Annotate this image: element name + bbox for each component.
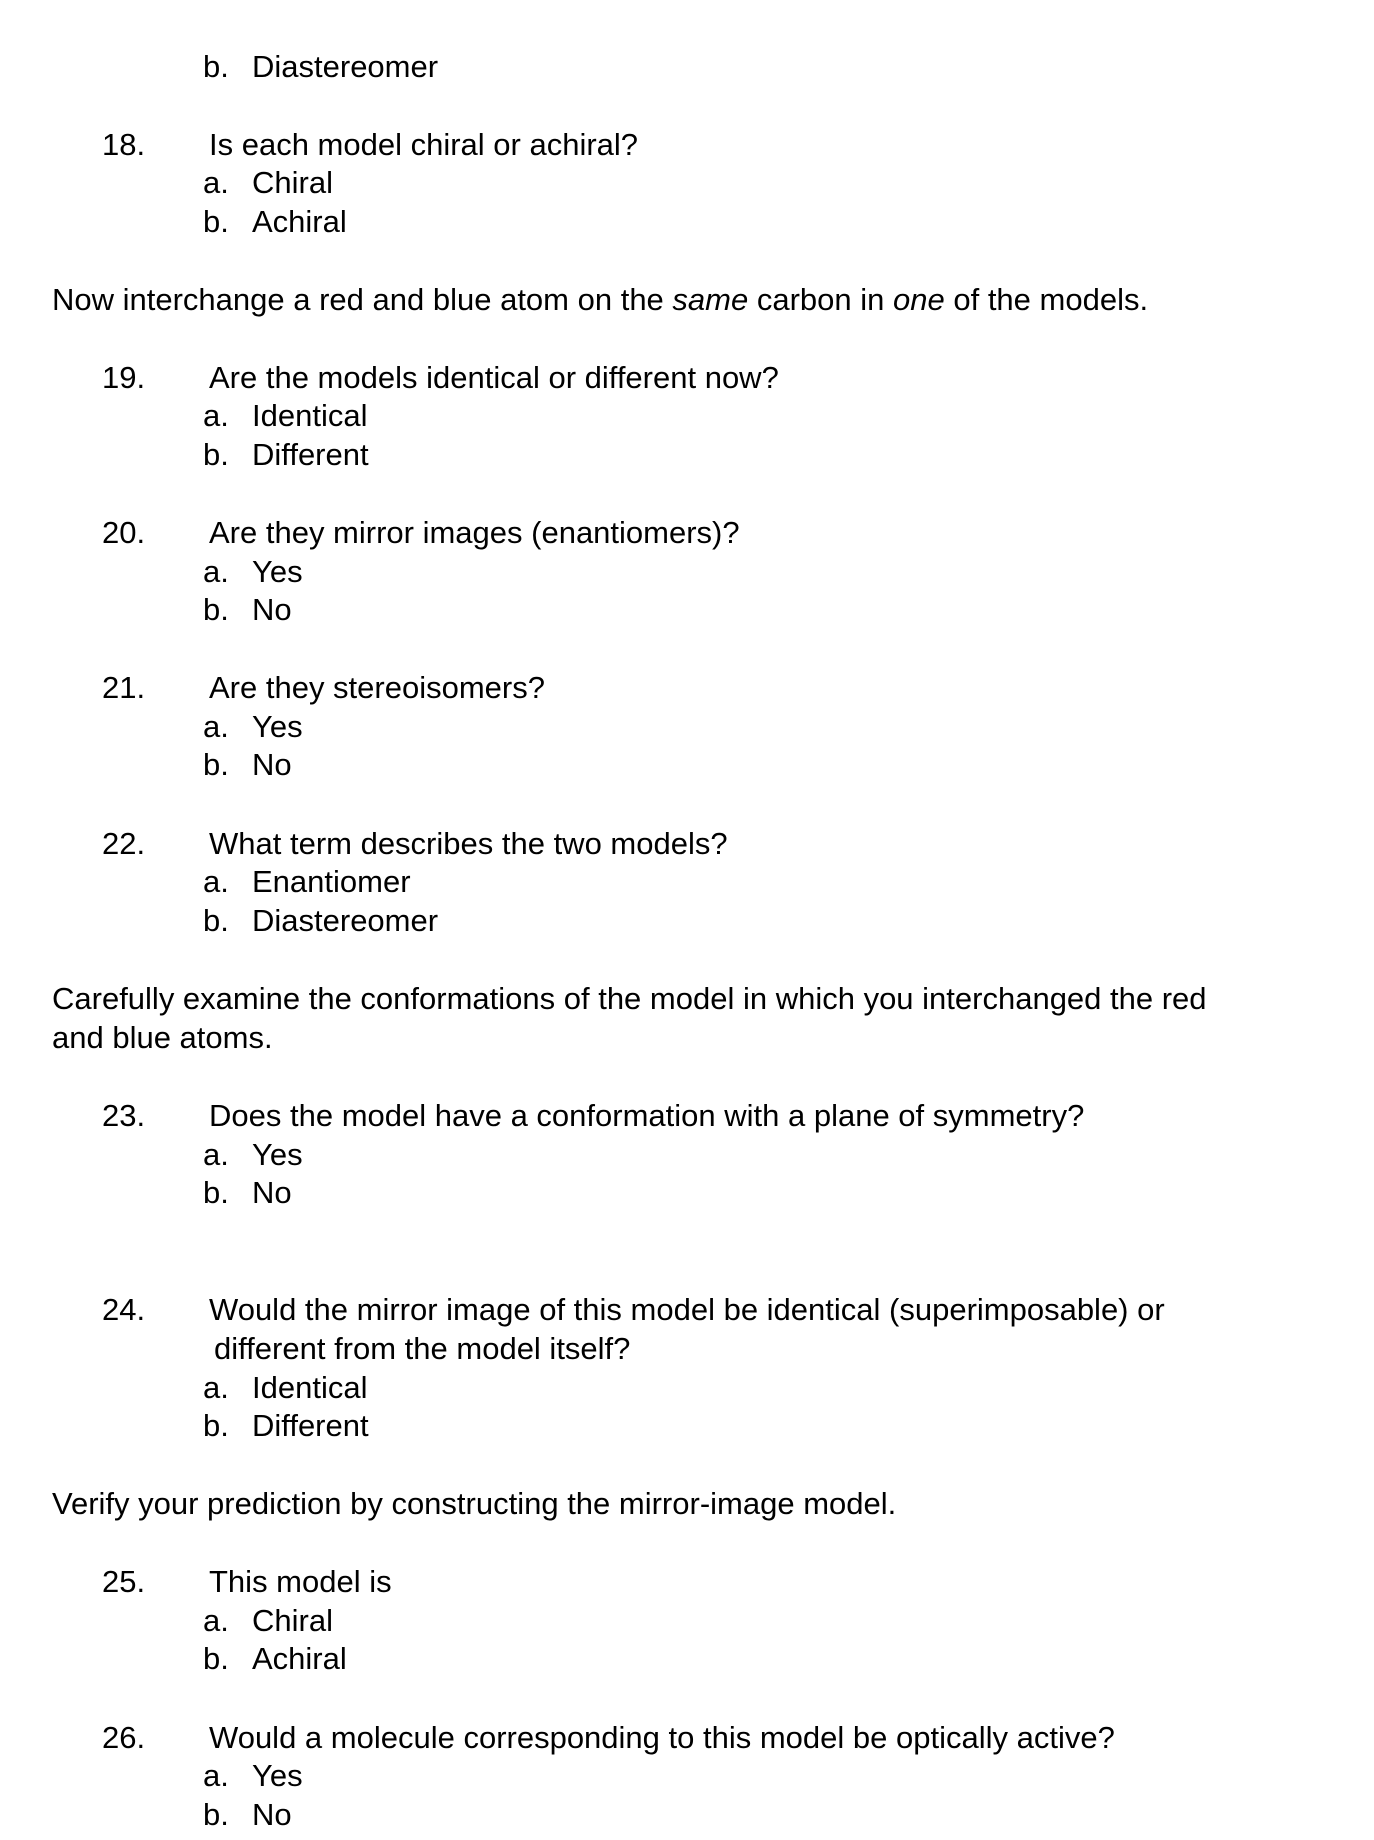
option-letter: b.	[203, 1175, 229, 1210]
option-letter: b.	[203, 1408, 229, 1443]
option-letter: b.	[203, 747, 229, 782]
question-25-number: 25.	[102, 1564, 146, 1599]
question-23-number: 23.	[102, 1098, 146, 1133]
instruction-paragraph-2-line-2: and blue atoms.	[52, 1020, 273, 1055]
question-22-text: What term describes the two models?	[209, 826, 728, 861]
question-24-text-line-2: different from the model itself?	[214, 1331, 631, 1366]
question-20-text: Are they mirror images (enantiomers)?	[209, 515, 740, 550]
q18-option-b: Achiral	[252, 204, 347, 239]
q22-option-b: Diastereomer	[252, 903, 439, 938]
question-24-number: 24.	[102, 1292, 146, 1327]
question-24-text-line-1: Would the mirror image of this model be identical (superimposable) or	[209, 1292, 1165, 1327]
question-25-text: This model is	[209, 1564, 392, 1599]
option-letter: a.	[203, 165, 229, 200]
question-23-text: Does the model have a conformation with a plane of symmetry?	[209, 1098, 1085, 1133]
option-letter: a.	[203, 1758, 229, 1793]
question-21-text: Are they stereoisomers?	[209, 670, 545, 705]
q26-option-b: No	[252, 1797, 292, 1832]
instruction-paragraph-3: Verify your prediction by constructing the mirror-image model.	[52, 1486, 897, 1521]
question-18-text: Is each model chiral or achiral?	[209, 127, 639, 162]
option-letter: a.	[203, 709, 229, 744]
q20-option-b: No	[252, 592, 292, 627]
q26-option-a: Yes	[252, 1758, 303, 1793]
option-letter: b.	[203, 204, 229, 239]
q20-option-a: Yes	[252, 554, 303, 589]
option-letter: a.	[203, 1603, 229, 1638]
q23-option-a: Yes	[252, 1137, 303, 1172]
q24-option-b: Different	[252, 1408, 369, 1443]
option-letter: b.	[203, 1797, 229, 1832]
option-letter: b.	[203, 437, 229, 472]
q19-option-a: Identical	[252, 398, 368, 433]
option-letter: a.	[203, 864, 229, 899]
instruction-paragraph-2-line-1: Carefully examine the conformations of the model in which you interchanged the red	[52, 981, 1207, 1016]
q24-option-a: Identical	[252, 1370, 368, 1405]
option-letter: a.	[203, 1137, 229, 1172]
option-letter: a.	[203, 398, 229, 433]
question-19-text: Are the models identical or different now?	[209, 360, 779, 395]
option-letter: b.	[203, 903, 229, 938]
q21-option-b: No	[252, 747, 292, 782]
question-20-number: 20.	[102, 515, 146, 550]
q25-option-b: Achiral	[252, 1641, 347, 1676]
option-letter: a.	[203, 1370, 229, 1405]
q21-option-a: Yes	[252, 709, 303, 744]
q19-option-b: Different	[252, 437, 369, 472]
q23-option-b: No	[252, 1175, 292, 1210]
question-21-number: 21.	[102, 670, 146, 705]
question-18-number: 18.	[102, 127, 146, 162]
option-letter: b.	[203, 49, 229, 84]
option-letter: b.	[203, 592, 229, 627]
question-22-number: 22.	[102, 826, 146, 861]
q22-option-a: Enantiomer	[252, 864, 411, 899]
question-26-number: 26.	[102, 1720, 146, 1755]
option-letter: b.	[203, 1641, 229, 1676]
option-text: Diastereomer	[252, 49, 439, 84]
question-26-text: Would a molecule corresponding to this model be optically active?	[209, 1720, 1115, 1755]
instruction-paragraph-1: Now interchange a red and blue atom on the same carbon in one of the models.	[52, 282, 1149, 317]
q25-option-a: Chiral	[252, 1603, 333, 1638]
q18-option-a: Chiral	[252, 165, 333, 200]
option-letter: a.	[203, 554, 229, 589]
question-19-number: 19.	[102, 360, 146, 395]
